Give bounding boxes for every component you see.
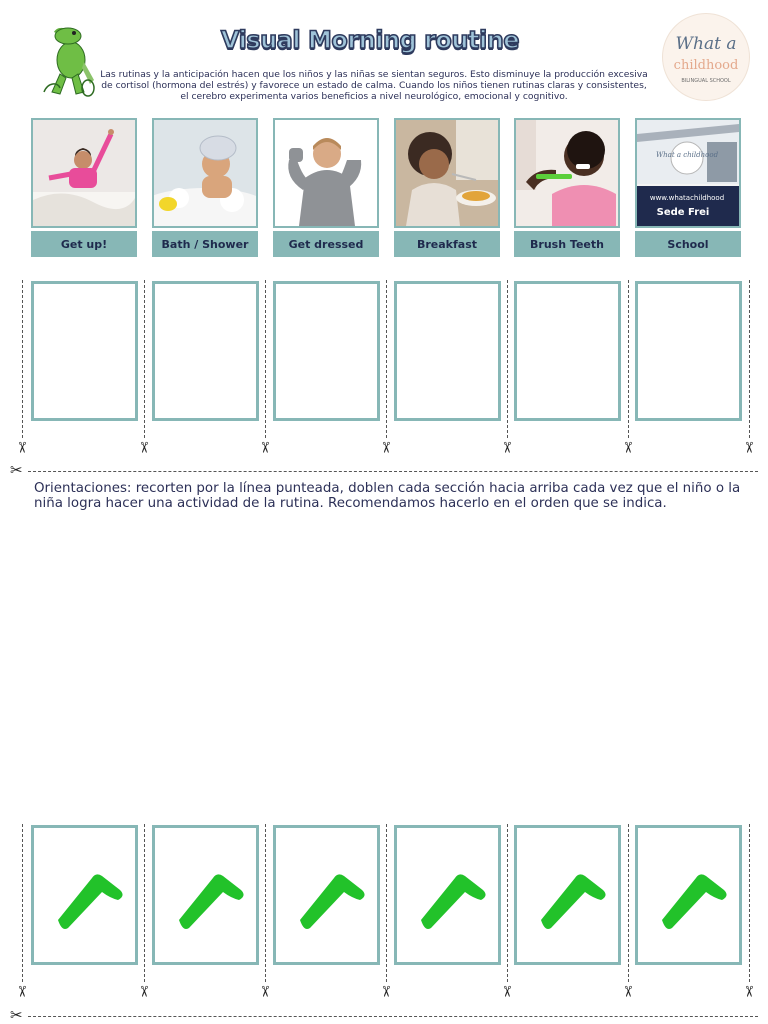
- cut-line-horizontal: [28, 1016, 758, 1017]
- check-icon: [638, 828, 739, 962]
- check-box: [152, 825, 259, 965]
- scissors-icon: ✂: [10, 461, 23, 479]
- logo-line-1: What a: [675, 34, 737, 54]
- flap-box-empty: [273, 281, 380, 421]
- routine-label: School: [635, 231, 741, 257]
- cut-line-vertical: [749, 824, 750, 982]
- photo-get-up: [31, 118, 137, 228]
- routine-card-bath: [152, 118, 258, 257]
- routine-card-get-dressed: [273, 118, 379, 257]
- flap-box-empty: [394, 281, 501, 421]
- scissors-icon: ✂: [10, 1006, 23, 1024]
- check-box: [635, 825, 742, 965]
- instructions-text: Orientaciones: recorten por la línea punteada, doblen cada sección hacia arriba cada vez que el niño o la niña logra hacer una actividad de la rutina. Recomendamos hacerlo en el orden que se indica.: [34, 481, 741, 511]
- photo-breakfast: [394, 118, 500, 228]
- scissors-icon: ✂: [739, 441, 758, 454]
- photo-get-dressed: [273, 118, 379, 228]
- scissors-icon: ✂: [134, 441, 153, 454]
- cut-line-vertical: [144, 280, 145, 438]
- check-icon: [276, 828, 377, 962]
- scissors-icon: ✂: [376, 985, 395, 998]
- routine-label: Breakfast: [394, 231, 500, 257]
- flap-box-empty: [31, 281, 138, 421]
- check-icon: [155, 828, 256, 962]
- cut-line-vertical: [507, 280, 508, 438]
- scissors-icon: ✂: [12, 441, 31, 454]
- scissors-icon: ✂: [134, 985, 153, 998]
- cut-line-vertical: [628, 824, 629, 982]
- logo-line-3: BILINGUAL SCHOOL: [681, 78, 731, 84]
- cut-line-vertical: [507, 824, 508, 982]
- school-sign-text: What a childhood: [655, 151, 719, 159]
- scissors-icon: ✂: [255, 985, 274, 998]
- dinosaur-mascot-image: [38, 22, 100, 100]
- cut-line-vertical: [265, 824, 266, 982]
- flap-box-empty: [152, 281, 259, 421]
- scissors-icon: ✂: [618, 985, 637, 998]
- photo-bath: [152, 118, 258, 228]
- check-box: [273, 825, 380, 965]
- scissors-icon: ✂: [376, 441, 395, 454]
- school-logo: [662, 13, 750, 101]
- cut-line-vertical: [22, 824, 23, 982]
- routine-label: Get up!: [31, 231, 137, 257]
- logo-line-2: childhood: [673, 58, 739, 73]
- routine-card-breakfast: [394, 118, 500, 257]
- intro-paragraph: Las rutinas y la anticipación hacen que los niños y las niñas se sientan seguros. Esto disminuye la producción excesiva de cortisol (hormona del estrés) y favorece un estado de calma. Cuando los niños tienen rutinas claras y consistentes, el cerebro experimenta varios beneficios a nivel neurológico, emocional y cognitivo.: [100, 69, 648, 102]
- cut-line-vertical: [628, 280, 629, 438]
- cut-line-vertical: [144, 824, 145, 982]
- check-box: [514, 825, 621, 965]
- scissors-icon: ✂: [618, 441, 637, 454]
- flap-box-empty: [514, 281, 621, 421]
- cut-line-vertical: [22, 280, 23, 438]
- cut-line-vertical: [265, 280, 266, 438]
- routine-label: Brush Teeth: [514, 231, 620, 257]
- cut-line-vertical: [749, 280, 750, 438]
- check-icon: [397, 828, 498, 962]
- school-plaque-text: Sede Frei: [656, 207, 710, 218]
- routine-card-brush-teeth: [514, 118, 620, 257]
- photo-school: [635, 118, 741, 228]
- check-icon: [517, 828, 618, 962]
- page-title: Visual Morning routine: [220, 26, 520, 54]
- flap-box-empty: [635, 281, 742, 421]
- scissors-icon: ✂: [497, 985, 516, 998]
- routine-label: Bath / Shower: [152, 231, 258, 257]
- check-icon: [34, 828, 135, 962]
- check-box: [394, 825, 501, 965]
- routine-card-school: [635, 118, 741, 257]
- photo-brush-teeth: [514, 118, 620, 228]
- routine-card-get-up: [31, 118, 137, 257]
- routine-label: Get dressed: [273, 231, 379, 257]
- scissors-icon: ✂: [255, 441, 274, 454]
- scissors-icon: ✂: [739, 985, 758, 998]
- school-banner-text: www.whatachildhood: [649, 194, 725, 202]
- scissors-icon: ✂: [497, 441, 516, 454]
- cut-line-vertical: [386, 824, 387, 982]
- check-box: [31, 825, 138, 965]
- cut-line-horizontal: [28, 471, 758, 472]
- scissors-icon: ✂: [12, 985, 31, 998]
- cut-line-vertical: [386, 280, 387, 438]
